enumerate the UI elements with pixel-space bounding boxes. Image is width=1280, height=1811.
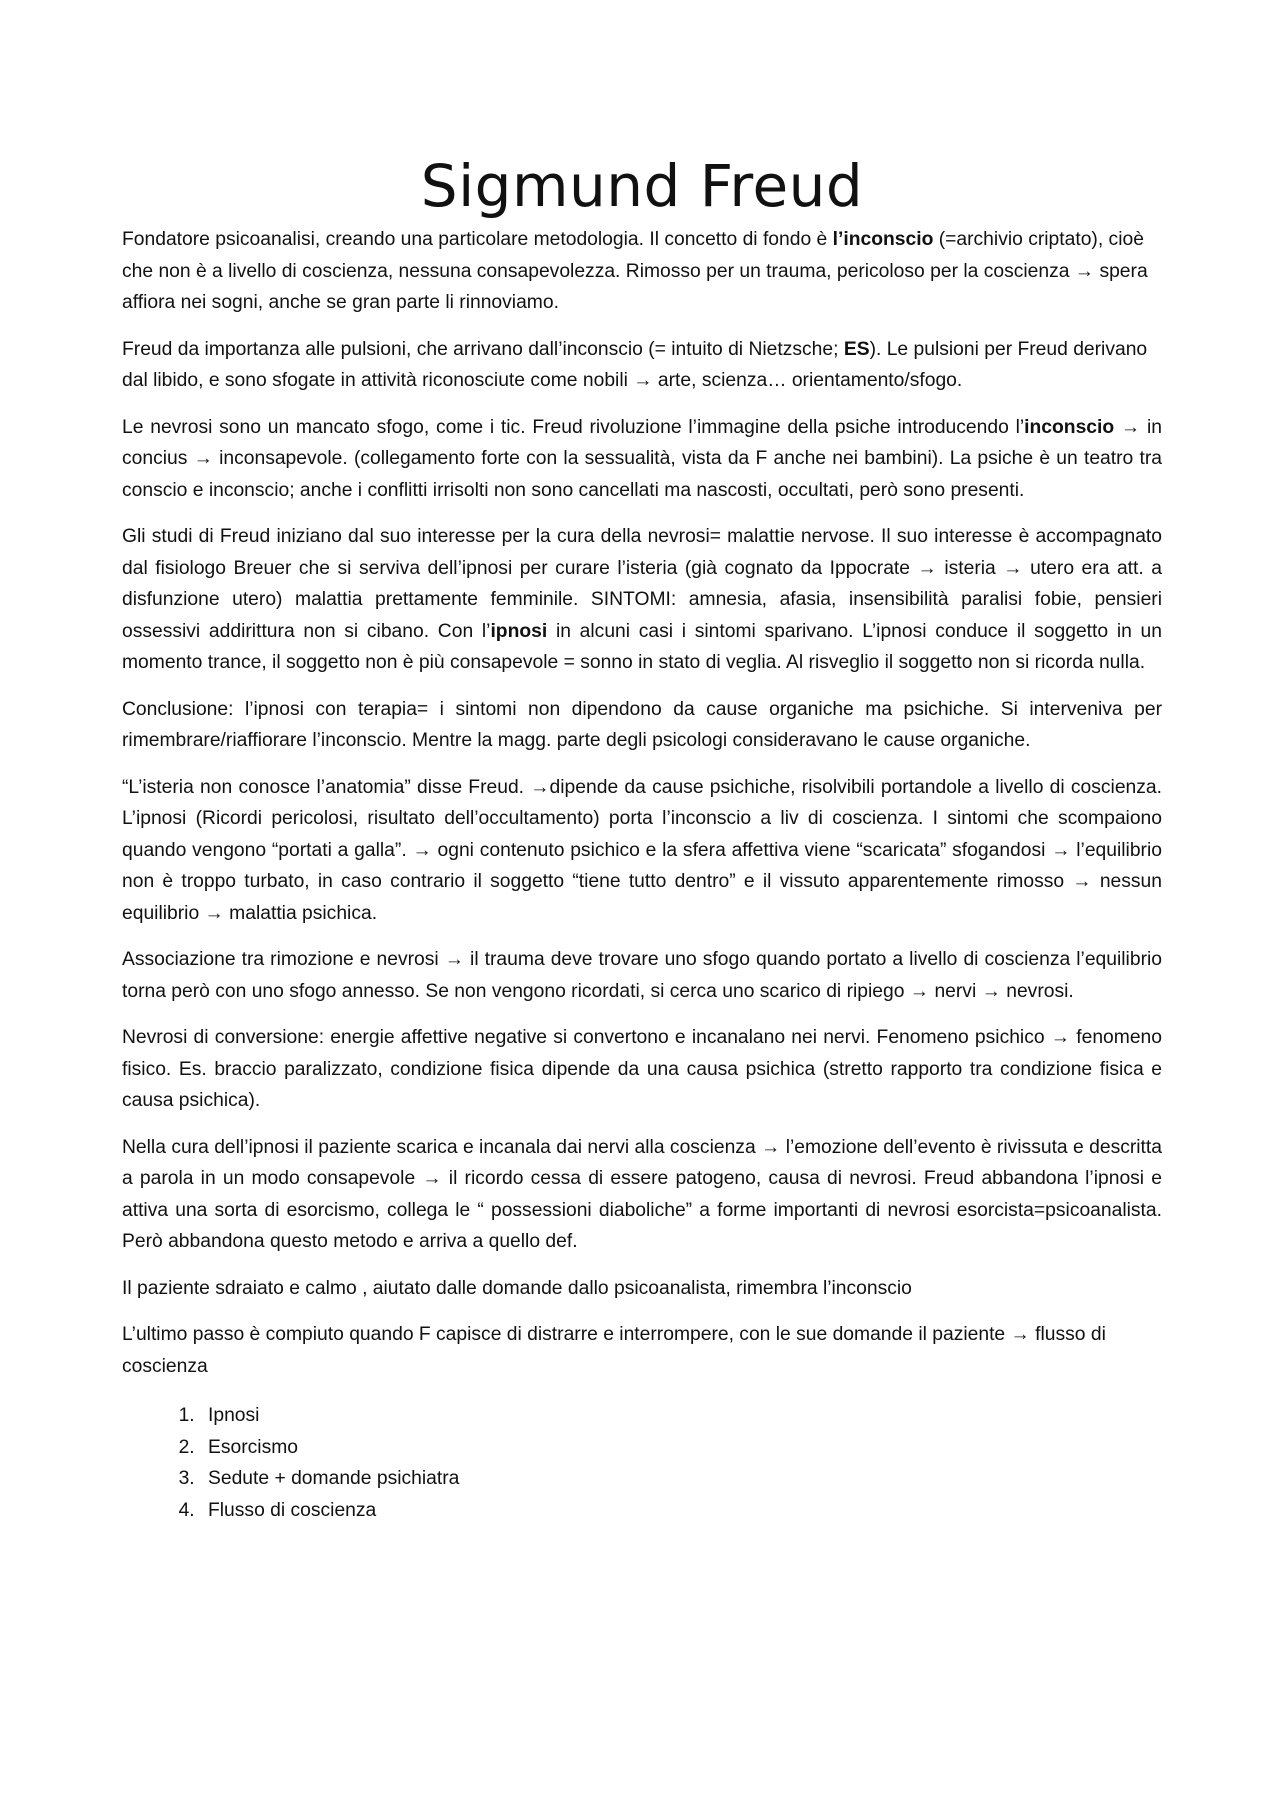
- paragraph-text: in alcuni casi i sintomi sparivano. L’ipnosi conduce il soggetto in un momento trance, il soggetto non è più consapevole = sonno in stato di veglia. Al risveglio il soggetto non si ricorda nulla.: [122, 620, 1162, 673]
- list-item: 1. Ipnosi: [200, 1400, 1162, 1432]
- paragraph: [122, 224, 1162, 319]
- paragraph: [122, 944, 1162, 1007]
- paragraph: [122, 1022, 1162, 1117]
- document-title: Sigmund Freud: [420, 152, 864, 220]
- document-page: [122, 150, 1162, 1526]
- paragraph-text: Il paziente sdraiato e calmo , aiutato dalle domande dallo psicoanalista, rimembra l’inconscio: [122, 1277, 912, 1299]
- paragraph-text: Gli studi di Freud iniziano dal suo interesse per la cura della nevrosi= malattie nervose. Il suo interesse è accompagnato dal fisiologo Breuer che si serviva dell’ipnosi per curare l’isteria (già cognato da Ippocrate → isteria → utero era att. a disfunzione utero) malattia prettamente femminile. SINTOMI: amnesia, afasia, insensibilità paralisi fobie, pensieri ossessivi addirittura non si cibano. Con l’: [122, 526, 1162, 642]
- paragraph: [122, 772, 1162, 930]
- paragraph-text: Freud da importanza alle pulsioni, che arrivano dall’inconscio (= intuito di Nietzsche;: [122, 338, 844, 360]
- bold-term: inconscio: [1024, 416, 1115, 438]
- bold-term: ES: [843, 338, 870, 360]
- paragraph-text: Conclusione: l’ipnosi con terapia= i sintomi non dipendono da cause organiche ma psichiche. Si interveniva per rimembrare/riaffiorare l’inconscio. Mentre la magg. parte degli psicologi consideravano le cause organiche.: [122, 698, 1162, 751]
- list-item: 3. Sedute + domande psichiatra: [200, 1463, 1162, 1495]
- document-body: [122, 224, 1162, 1382]
- paragraph: [122, 1273, 1162, 1305]
- list-item: 2. Esorcismo: [200, 1432, 1162, 1464]
- paragraph-text: “L’isteria non conosce l’anatomia” disse Freud. →dipende da cause psichiche, risolvibili portandole a livello di coscienza. L’ipnosi (Ricordi pericolosi, risultato dell’occultamento) porta l’inconscio a liv di coscienza. I sintomi che scompaiono quando vengono “portati a galla”. → ogni contenuto psichico e la sfera affettiva viene “scaricata” sfogandosi → l’equilibrio non è troppo turbato, in caso contrario il soggetto “tiene tutto dentro” e il vissuto apparentemente rimosso → nessun equilibrio → malattia psichica.: [122, 776, 1162, 924]
- paragraph: [122, 334, 1162, 397]
- paragraph: [122, 1319, 1162, 1382]
- paragraph-text: → in concius → inconsapevole. (collegamento forte con la sessualità, vista da F anche nei bambini). La psiche è un teatro tra conscio e inconscio; anche i conflitti irrisolti non sono cancellati ma nascosti, occultati, però sono presenti.: [122, 416, 1162, 501]
- paragraph-text: Associazione tra rimozione e nevrosi → il trauma deve trovare uno sfogo quando portato a livello di coscienza l’equilibrio torna però con uno sfogo annesso. Se non vengono ricordati, si cerca uno scarico di ripiego → nervi → nevrosi.: [122, 949, 1162, 1002]
- bold-term: l’inconscio: [832, 229, 934, 250]
- paragraph-text: Nella cura dell’ipnosi il paziente scarica e incanala dai nervi alla coscienza → l’emozione dell’evento è rivissuta e descritta a parola in un modo consapevole → il ricordo cessa di essere patogeno, causa di nevrosi. Freud abbandona l’ipnosi e attiva una sorta di esorcismo, collega le “ possessioni diaboliche” a forme importanti di nevrosi esorcista=psicoanalista. Però abbandona questo metodo e arriva a quello def.: [122, 1136, 1162, 1252]
- paragraph: [122, 412, 1162, 507]
- bold-term: ipnosi: [490, 620, 548, 642]
- paragraph-text: Le nevrosi sono un mancato sfogo, come i tic. Freud rivoluzione l’immagine della psiche introducendo l’: [122, 416, 1025, 438]
- paragraph: [122, 694, 1162, 757]
- paragraph-text: (=archivio criptato), cioè che non è a livello di coscienza, nessuna consapevolezza. Rimosso per un trauma, pericoloso per la coscienza → spera affiora nei sogni, anche se gran parte li rinnoviamo.: [122, 229, 1148, 313]
- list-item: 4. Flusso di coscienza: [200, 1495, 1162, 1527]
- paragraph-text: L’ultimo passo è compiuto quando F capisce di distrarre e interrompere, con le sue domande il paziente → flusso di coscienza: [122, 1324, 1106, 1377]
- paragraph: [122, 1132, 1162, 1258]
- paragraph-text: Fondatore psicoanalisi, creando una particolare metodologia. Il concetto di fondo è: [122, 229, 833, 250]
- paragraph: [122, 521, 1162, 679]
- steps-list: [122, 1400, 1162, 1526]
- paragraph-text: Nevrosi di conversione: energie affettive negative si convertono e incanalano nei nervi. Fenomeno psichico → fenomeno fisico. Es. braccio paralizzato, condizione fisica dipende da una causa psichica (stretto rapporto tra condizione fisica e causa psichica).: [122, 1027, 1162, 1111]
- paragraph-text: ). Le pulsioni per Freud derivano dal libido, e sono sfogate in attività riconosciute come nobili → arte, scienza… orientamento/sfogo.: [122, 338, 1148, 391]
